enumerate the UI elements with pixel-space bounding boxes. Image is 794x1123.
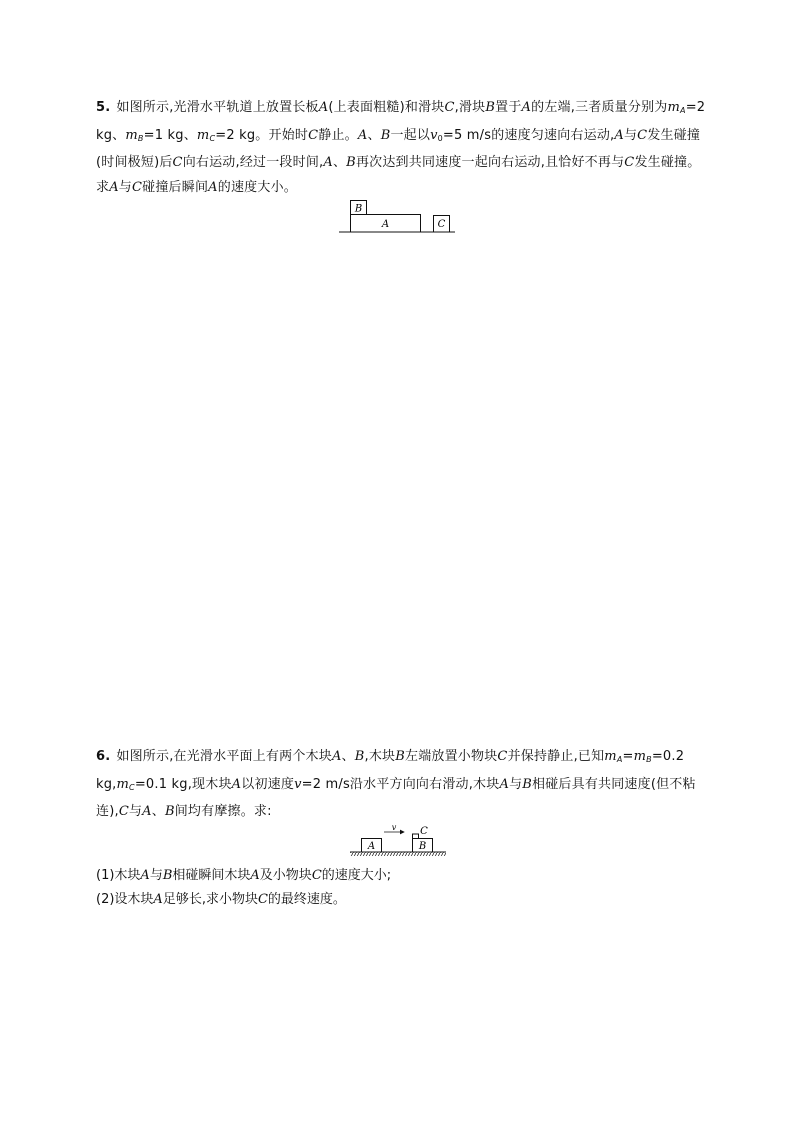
text-run: 、 (367, 127, 381, 143)
var-a: A (142, 804, 152, 819)
var-m: m (196, 127, 210, 143)
var-a: A (250, 868, 260, 883)
text-run: 的速度大小。 (217, 179, 297, 195)
q6-figure (350, 823, 446, 857)
var-a: A (499, 776, 510, 792)
var-b: B (346, 155, 356, 170)
subscript: B (646, 755, 652, 764)
sub-question-1 (96, 864, 391, 888)
text-run: 发生碰撞。求 (96, 155, 701, 195)
subscript: A (616, 755, 623, 764)
text-run: 、 (151, 804, 165, 819)
text-run: 足够长,求小物块 (162, 892, 258, 907)
text-run: ,木块 (364, 749, 396, 764)
text-run: 相碰瞬间木块 (172, 868, 251, 883)
var-m: m (125, 127, 138, 143)
text-run: 静止。 (318, 127, 358, 143)
var-c: C (132, 179, 143, 195)
text-run: 碰撞后瞬间 (142, 179, 209, 195)
var-a: A (208, 179, 218, 195)
text-run: 置于 (495, 100, 522, 115)
subscript: C (129, 782, 135, 792)
text-run: =0.1 kg,现木块 (134, 776, 232, 792)
var-a: A (153, 892, 163, 907)
var-c: C (308, 127, 319, 143)
var-b: B (395, 749, 405, 764)
text-run: =2 kg。开始时 (215, 127, 309, 143)
subscript: 0 (437, 133, 443, 143)
label-c: C (420, 826, 428, 837)
var-m: m (633, 749, 647, 764)
var-c: C (637, 127, 648, 143)
var-m: m (116, 776, 130, 792)
var-b: B (380, 127, 391, 143)
question-5-text (96, 96, 706, 200)
text-run: 与 (118, 179, 132, 195)
var-c: C (624, 155, 635, 170)
var-a: A (318, 100, 329, 115)
text-run: 及小物块 (259, 868, 312, 883)
text-run: (2)设木块 (96, 892, 154, 907)
text-run: 发生碰撞(时间极短)后 (96, 127, 701, 170)
ground-hatch (350, 852, 446, 856)
label-a: A (381, 219, 390, 230)
var-c: C (311, 868, 322, 883)
var-c: C (444, 100, 455, 115)
label-b: B (354, 203, 363, 215)
text-run: 再次达到共同速度一起向右运动,且恰好不再与 (355, 155, 625, 170)
text-run: 的左端,三者质量分别为 (531, 100, 668, 115)
subscript: A (680, 106, 686, 115)
question-6-text (96, 745, 706, 825)
var-a: A (231, 776, 242, 792)
label-b: B (418, 841, 427, 852)
text-run: (上表面粗糙)和滑块 (328, 100, 445, 115)
text-run: =2 kg、 (96, 100, 706, 143)
var-a: A (357, 127, 368, 143)
text-run: 左端放置小物块 (405, 749, 498, 764)
text-run: = (622, 749, 634, 764)
text-run: =1 kg、 (143, 127, 197, 143)
text-run: 与 (149, 868, 163, 883)
text-run: =5 m/s的速度匀速向右运动, (442, 127, 615, 143)
text-run: 与 (509, 776, 523, 792)
var-c: C (497, 749, 508, 764)
label-c: C (437, 219, 446, 230)
text-run: 与 (128, 804, 143, 819)
text-run: =2 m/s沿水平方向向右滑动,木块 (301, 776, 500, 792)
text-run: 并保持静止,已知 (507, 749, 605, 764)
var-a: A (109, 179, 119, 195)
label-a: A (367, 841, 376, 852)
var-b: B (522, 776, 533, 792)
var-a: A (331, 749, 342, 764)
var-m: m (604, 749, 617, 764)
var-b: B (162, 868, 173, 883)
text-run: 如图所示,在光滑水平面上有两个木块 (116, 749, 332, 764)
text-run: 的最终速度。 (267, 892, 346, 907)
text-run: 的速度大小; (321, 868, 392, 883)
text-run: 、 (332, 155, 347, 170)
text-run: 向右运动,经过一段时间, (182, 155, 324, 170)
question-number: 5. (96, 100, 111, 115)
var-a: A (140, 868, 150, 883)
text-run: 与 (623, 127, 638, 143)
text-run: =0.2 kg, (96, 749, 685, 792)
var-v: v (294, 776, 302, 792)
var-c: C (172, 155, 183, 170)
var-c: C (118, 804, 129, 819)
subscript: B (137, 133, 144, 143)
var-m: m (667, 100, 681, 115)
var-b: B (485, 100, 496, 115)
text-run: 相碰后具有共同速度(但不粘连), (96, 776, 696, 819)
var-a: A (521, 100, 532, 115)
label-v: v (391, 823, 397, 832)
block-c (413, 834, 419, 839)
var-b: B (354, 749, 365, 764)
text-run: 如图所示,光滑水平轨道上放置长板 (116, 100, 319, 115)
text-run: ,滑块 (454, 100, 486, 115)
var-a: A (323, 155, 333, 170)
text-run: 间均有摩擦。求: (174, 804, 272, 819)
text-run: 以初速度 (241, 776, 295, 792)
text-run: (1)木块 (96, 868, 141, 883)
var-a: A (614, 127, 624, 143)
var-b: B (164, 804, 175, 819)
sub-question-2 (96, 888, 346, 912)
q5-figure (339, 199, 455, 235)
var-c: C (257, 892, 268, 907)
question-number: 6. (96, 749, 111, 764)
text-run: 、 (341, 749, 355, 764)
text-run: 一起以 (390, 127, 431, 143)
subscript: C (209, 133, 216, 143)
var-v: v (430, 127, 438, 143)
